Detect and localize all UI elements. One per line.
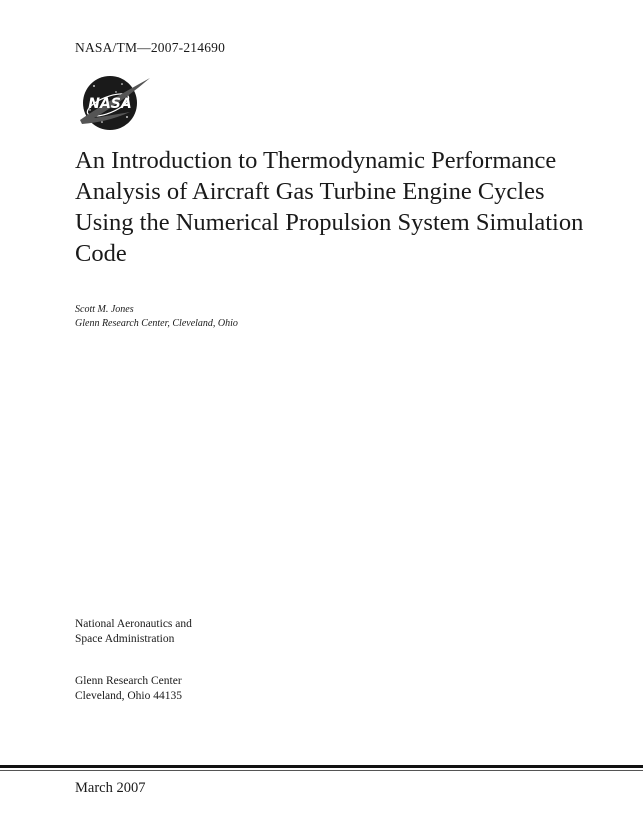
author-block [75,303,238,331]
publication-date: March 2007 [75,780,146,796]
footer-rule-thick [0,765,643,768]
title-line-3: Using the Numerical Propulsion System Simulation [75,209,584,236]
author-affiliation: Glenn Research Center, Cleveland, Ohio [75,318,238,329]
center-address [75,674,182,704]
report-number: NASA/TM—2007-214690 [75,40,226,55]
title-line-2: Analysis of Aircraft Gas Turbine Engine Cycles [75,178,545,205]
nasa-logo-icon [72,72,154,132]
agency-line-2: Space Administration [75,633,175,645]
title-line-1: An Introduction to Thermodynamic Performance [75,147,557,174]
agency-name [75,617,192,647]
center-line-2: Cleveland, Ohio 44135 [75,690,182,702]
agency-line-1: National Aeronautics and [75,618,192,630]
title-line-4: Code [75,240,127,267]
nasa-wordmark: NASA [88,96,132,112]
report-title [75,145,635,269]
footer-rule-thin [0,770,643,771]
author-name: Scott M. Jones [75,304,134,315]
center-line-1: Glenn Research Center [75,675,182,687]
